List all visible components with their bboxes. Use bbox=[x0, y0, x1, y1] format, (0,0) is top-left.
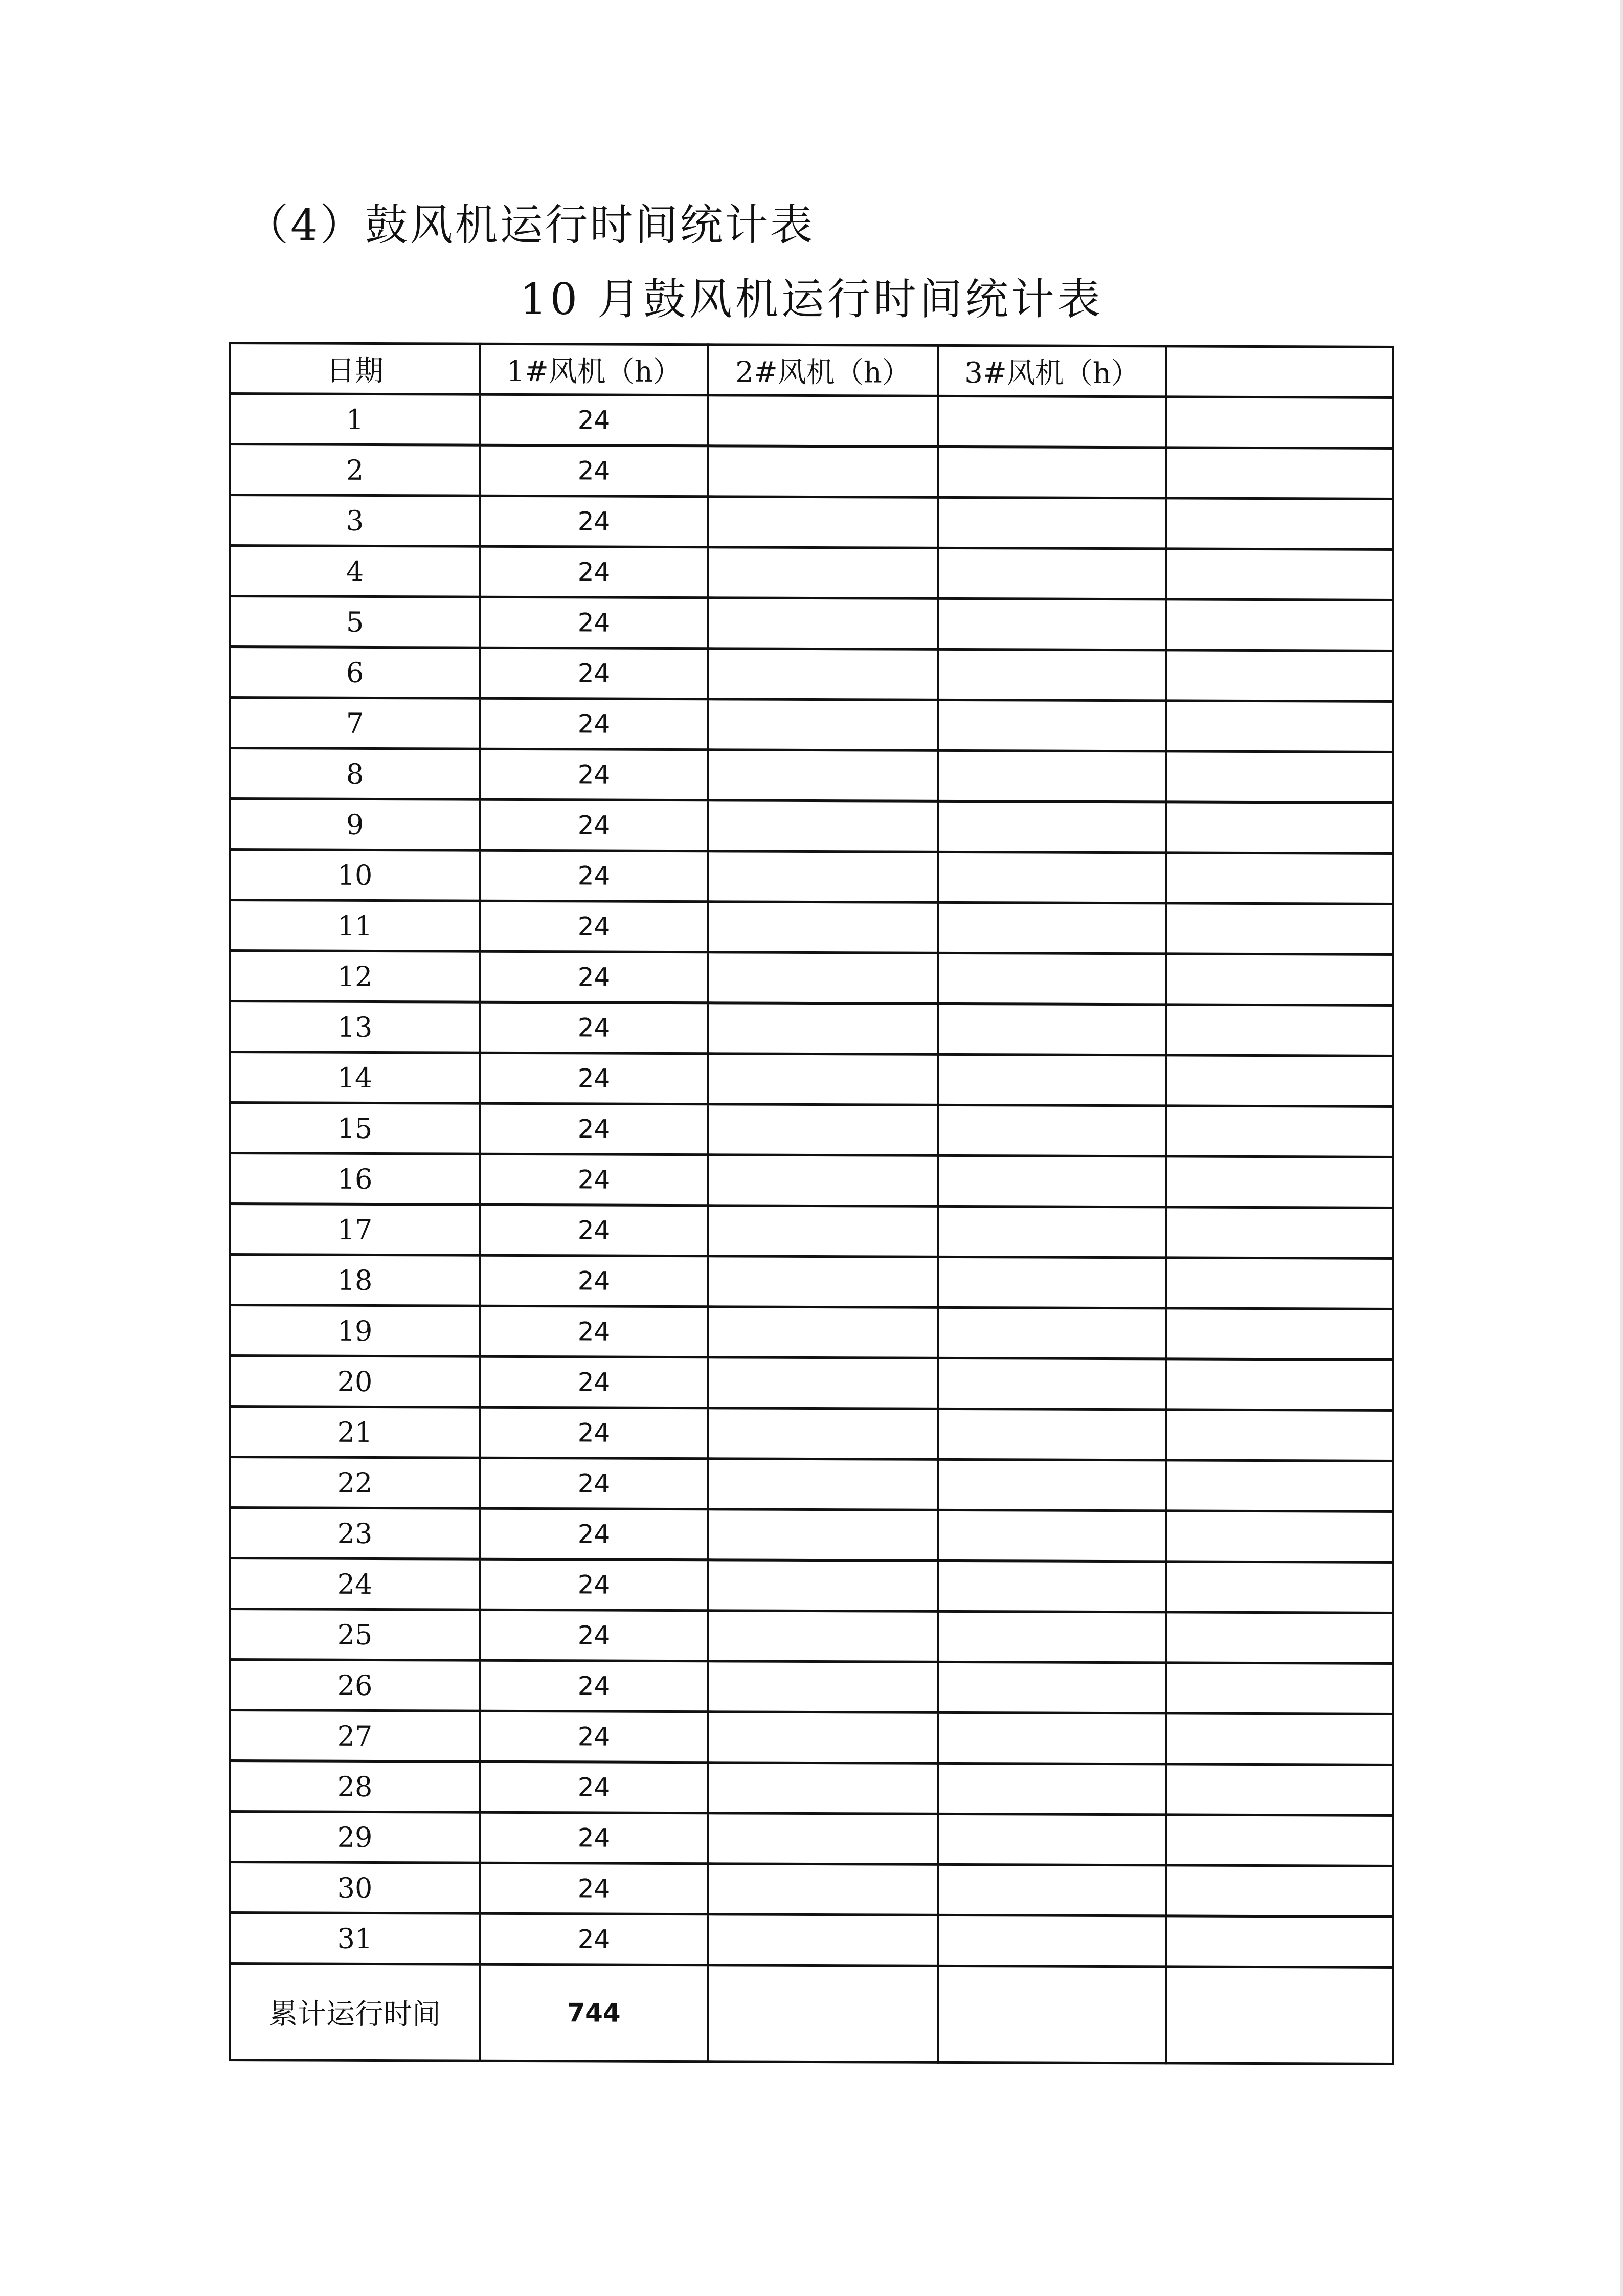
fan2-hours-cell bbox=[708, 800, 938, 852]
fan1-hours-cell: 24 bbox=[480, 1205, 708, 1256]
fan1-hours-cell: 24 bbox=[480, 1255, 708, 1307]
table-row bbox=[230, 850, 1393, 904]
table-row bbox=[230, 1305, 1393, 1360]
date-cell: 20 bbox=[230, 1356, 480, 1408]
fan2-hours-cell bbox=[708, 446, 938, 498]
table-row bbox=[230, 1255, 1393, 1309]
table-row bbox=[230, 951, 1393, 1006]
table-row bbox=[230, 1153, 1393, 1208]
total-fan1-hours: 744 bbox=[480, 1964, 708, 2062]
fan2-hours-cell bbox=[708, 1914, 938, 1966]
extra-cell bbox=[1166, 1106, 1393, 1157]
fan3-hours-cell bbox=[938, 953, 1166, 1005]
fan3-hours-cell bbox=[938, 852, 1166, 903]
fan1-hours-cell: 24 bbox=[480, 1863, 708, 1914]
extra-cell bbox=[1166, 1410, 1393, 1461]
extra-cell bbox=[1166, 1511, 1393, 1563]
table-title bbox=[0, 271, 1623, 327]
fan3-hours-cell bbox=[938, 1307, 1166, 1359]
date-cell: 30 bbox=[230, 1862, 480, 1914]
fan2-hours-cell bbox=[708, 1712, 938, 1764]
fan1-hours-cell: 24 bbox=[480, 394, 708, 446]
fan3-hours-cell bbox=[938, 1611, 1166, 1663]
fan2-hours-cell bbox=[708, 547, 938, 599]
fan3-hours-cell bbox=[938, 1206, 1166, 1258]
date-cell: 23 bbox=[230, 1508, 480, 1559]
header-fan1: 1#风机（h） bbox=[480, 344, 708, 395]
fan1-hours-cell: 24 bbox=[480, 1711, 708, 1763]
fan3-hours-cell bbox=[938, 1561, 1166, 1612]
fan3-hours-cell bbox=[938, 1459, 1166, 1511]
extra-cell bbox=[1166, 397, 1393, 449]
fan3-hours-cell bbox=[938, 1105, 1166, 1156]
scan-edge bbox=[1620, 0, 1623, 2296]
extra-cell bbox=[1166, 1815, 1393, 1866]
fan3-hours-cell bbox=[938, 447, 1166, 498]
fan2-hours-cell bbox=[708, 851, 938, 903]
header-fan2: 2#风机（h） bbox=[708, 345, 938, 396]
fan1-hours-cell: 24 bbox=[480, 648, 708, 699]
table-row bbox=[230, 1457, 1393, 1512]
fan1-hours-cell: 24 bbox=[480, 799, 708, 851]
date-cell: 26 bbox=[230, 1660, 480, 1711]
fan2-hours-cell bbox=[708, 952, 938, 1004]
table-row bbox=[230, 1862, 1393, 1917]
date-cell: 7 bbox=[230, 698, 480, 749]
fan3-hours-cell bbox=[938, 598, 1166, 650]
fan2-hours-cell bbox=[708, 902, 938, 953]
fan2-hours-cell bbox=[708, 1560, 938, 1612]
fan1-hours-cell: 24 bbox=[480, 1053, 708, 1104]
table-title-text: 10 月鼓风机运行时间统计表 bbox=[520, 274, 1103, 324]
table-row bbox=[230, 1001, 1393, 1056]
fan3-hours-cell bbox=[938, 1712, 1166, 1764]
extra-cell bbox=[1166, 1916, 1393, 1968]
total-fan2-hours bbox=[708, 1965, 938, 2063]
fan2-hours-cell bbox=[708, 1003, 938, 1055]
table-row bbox=[230, 1812, 1393, 1866]
date-cell: 24 bbox=[230, 1558, 480, 1610]
fan1-hours-cell: 24 bbox=[480, 445, 708, 497]
extra-cell bbox=[1166, 1865, 1393, 1917]
fan3-hours-cell bbox=[938, 1054, 1166, 1106]
fan1-hours-cell: 24 bbox=[480, 698, 708, 750]
fan1-hours-cell: 24 bbox=[480, 1559, 708, 1611]
extra-cell bbox=[1166, 853, 1393, 904]
header-fan3: 3#风机（h） bbox=[938, 345, 1166, 397]
fan-runtime-table bbox=[229, 342, 1394, 2065]
fan1-hours-cell: 24 bbox=[480, 749, 708, 800]
fan3-hours-cell bbox=[938, 396, 1166, 448]
date-cell: 11 bbox=[230, 900, 480, 952]
fan1-hours-cell: 24 bbox=[480, 1002, 708, 1054]
table-row bbox=[230, 1204, 1393, 1259]
date-cell: 22 bbox=[230, 1457, 480, 1509]
fan1-hours-cell: 24 bbox=[480, 1154, 708, 1206]
extra-cell bbox=[1166, 1055, 1393, 1107]
extra-cell bbox=[1166, 701, 1393, 752]
extra-cell bbox=[1166, 954, 1393, 1006]
table-row bbox=[230, 748, 1393, 803]
fan3-hours-cell bbox=[938, 1763, 1166, 1815]
fan3-hours-cell bbox=[938, 649, 1166, 701]
table-row bbox=[230, 1508, 1393, 1563]
extra-cell bbox=[1166, 650, 1393, 702]
fan3-hours-cell bbox=[938, 1510, 1166, 1562]
fan2-hours-cell bbox=[708, 1104, 938, 1156]
table-row bbox=[230, 1710, 1393, 1765]
fan3-hours-cell bbox=[938, 1662, 1166, 1713]
fan3-hours-cell bbox=[938, 700, 1166, 751]
fan3-hours-cell bbox=[938, 902, 1166, 954]
fan2-hours-cell bbox=[708, 1509, 938, 1561]
fan2-hours-cell bbox=[708, 699, 938, 751]
date-cell: 16 bbox=[230, 1153, 480, 1205]
fan2-hours-cell bbox=[708, 1459, 938, 1510]
fan1-hours-cell: 24 bbox=[480, 1306, 708, 1357]
fan2-hours-cell bbox=[708, 395, 938, 447]
table-row bbox=[230, 444, 1393, 499]
fan3-hours-cell bbox=[938, 1915, 1166, 1967]
total-row bbox=[230, 1964, 1393, 2064]
fan2-hours-cell bbox=[708, 1206, 938, 1257]
fan2-hours-cell bbox=[708, 1307, 938, 1358]
total-extra bbox=[1166, 1967, 1393, 2064]
date-cell: 12 bbox=[230, 951, 480, 1002]
date-cell: 15 bbox=[230, 1103, 480, 1154]
fan1-hours-cell: 24 bbox=[480, 1762, 708, 1813]
date-cell: 9 bbox=[230, 799, 480, 851]
fan1-hours-cell: 24 bbox=[480, 546, 708, 598]
extra-cell bbox=[1166, 498, 1393, 550]
fan3-hours-cell bbox=[938, 1814, 1166, 1865]
extra-cell bbox=[1166, 751, 1393, 803]
fan1-hours-cell: 24 bbox=[480, 1913, 708, 1965]
total-label: 累计运行时间 bbox=[230, 1964, 480, 2061]
table-header-row bbox=[230, 343, 1393, 398]
extra-cell bbox=[1166, 448, 1393, 499]
extra-cell bbox=[1166, 1308, 1393, 1360]
date-cell: 1 bbox=[230, 394, 480, 445]
table-row bbox=[230, 1356, 1393, 1411]
fan1-hours-cell: 24 bbox=[480, 1356, 708, 1408]
table-row bbox=[230, 394, 1393, 449]
fan1-hours-cell: 24 bbox=[480, 597, 708, 649]
extra-cell bbox=[1166, 1005, 1393, 1056]
fan3-hours-cell bbox=[938, 1155, 1166, 1207]
extra-cell bbox=[1166, 1156, 1393, 1208]
date-cell: 19 bbox=[230, 1305, 480, 1357]
extra-cell bbox=[1166, 1207, 1393, 1259]
fan3-hours-cell bbox=[938, 1004, 1166, 1055]
date-cell: 28 bbox=[230, 1761, 480, 1813]
date-cell: 6 bbox=[230, 647, 480, 699]
fan2-hours-cell bbox=[708, 1155, 938, 1207]
date-cell: 29 bbox=[230, 1812, 480, 1863]
fan1-hours-cell: 24 bbox=[480, 850, 708, 902]
extra-cell bbox=[1166, 1258, 1393, 1309]
fan2-hours-cell bbox=[708, 750, 938, 801]
table-row bbox=[230, 799, 1393, 854]
table-row bbox=[230, 1407, 1393, 1461]
extra-cell bbox=[1166, 599, 1393, 651]
fan3-hours-cell bbox=[938, 1864, 1166, 1916]
date-cell: 8 bbox=[230, 748, 480, 800]
fan3-hours-cell bbox=[938, 1358, 1166, 1410]
table-row bbox=[230, 1913, 1393, 1968]
extra-cell bbox=[1166, 802, 1393, 854]
table-row bbox=[230, 1609, 1393, 1664]
date-cell: 17 bbox=[230, 1204, 480, 1256]
fan3-hours-cell bbox=[938, 1257, 1166, 1308]
date-cell: 21 bbox=[230, 1407, 480, 1458]
fan2-hours-cell bbox=[708, 1763, 938, 1814]
extra-cell bbox=[1166, 1359, 1393, 1411]
total-fan3-hours bbox=[938, 1966, 1166, 2063]
fan3-hours-cell bbox=[938, 1409, 1166, 1460]
fan2-hours-cell bbox=[708, 497, 938, 548]
fan2-hours-cell bbox=[708, 1611, 938, 1662]
table-row bbox=[230, 1660, 1393, 1714]
header-date: 日期 bbox=[230, 343, 480, 395]
fan3-hours-cell bbox=[938, 548, 1166, 599]
table-row bbox=[230, 1558, 1393, 1613]
table-row bbox=[230, 698, 1393, 752]
extra-cell bbox=[1166, 1764, 1393, 1816]
fan2-hours-cell bbox=[708, 1408, 938, 1460]
fan2-hours-cell bbox=[708, 1256, 938, 1308]
fan1-hours-cell: 24 bbox=[480, 1508, 708, 1560]
fan3-hours-cell bbox=[938, 801, 1166, 853]
extra-cell bbox=[1166, 1713, 1393, 1765]
date-cell: 18 bbox=[230, 1255, 480, 1306]
table-row bbox=[230, 546, 1393, 600]
fan1-hours-cell: 24 bbox=[480, 901, 708, 952]
extra-cell bbox=[1166, 549, 1393, 600]
fan2-hours-cell bbox=[708, 1813, 938, 1865]
table-row bbox=[230, 647, 1393, 702]
fan1-hours-cell: 24 bbox=[480, 1407, 708, 1459]
fan2-hours-cell bbox=[708, 1864, 938, 1915]
extra-cell bbox=[1166, 1460, 1393, 1512]
extra-cell bbox=[1166, 1663, 1393, 1714]
fan1-hours-cell: 24 bbox=[480, 1812, 708, 1864]
date-cell: 3 bbox=[230, 495, 480, 547]
date-cell: 31 bbox=[230, 1913, 480, 1965]
date-cell: 27 bbox=[230, 1710, 480, 1762]
fan2-hours-cell bbox=[708, 598, 938, 650]
table-row bbox=[230, 1103, 1393, 1157]
table-body bbox=[230, 394, 1393, 2064]
fan2-hours-cell bbox=[708, 649, 938, 700]
fan1-hours-cell: 24 bbox=[480, 1660, 708, 1712]
header-extra bbox=[1166, 346, 1393, 398]
table-row bbox=[230, 1052, 1393, 1107]
date-cell: 2 bbox=[230, 444, 480, 496]
fan1-hours-cell: 24 bbox=[480, 496, 708, 547]
fan1-hours-cell: 24 bbox=[480, 1103, 708, 1155]
fan3-hours-cell bbox=[938, 750, 1166, 802]
date-cell: 5 bbox=[230, 596, 480, 648]
date-cell: 14 bbox=[230, 1052, 480, 1104]
fan1-hours-cell: 24 bbox=[480, 1458, 708, 1509]
table-row bbox=[230, 1761, 1393, 1816]
table-row bbox=[230, 900, 1393, 955]
extra-cell bbox=[1166, 1612, 1393, 1664]
fan1-hours-cell: 24 bbox=[480, 951, 708, 1003]
date-cell: 10 bbox=[230, 850, 480, 901]
extra-cell bbox=[1166, 903, 1393, 955]
fan2-hours-cell bbox=[708, 1054, 938, 1105]
fan1-hours-cell: 24 bbox=[480, 1610, 708, 1661]
section-heading: （4）鼓风机运行时间统计表 bbox=[245, 200, 815, 250]
fan2-hours-cell bbox=[708, 1357, 938, 1409]
extra-cell bbox=[1166, 1562, 1393, 1613]
date-cell: 13 bbox=[230, 1001, 480, 1053]
table-row bbox=[230, 596, 1393, 651]
fan3-hours-cell bbox=[938, 497, 1166, 549]
date-cell: 4 bbox=[230, 546, 480, 597]
table-row bbox=[230, 495, 1393, 550]
fan2-hours-cell bbox=[708, 1661, 938, 1713]
date-cell: 25 bbox=[230, 1609, 480, 1661]
